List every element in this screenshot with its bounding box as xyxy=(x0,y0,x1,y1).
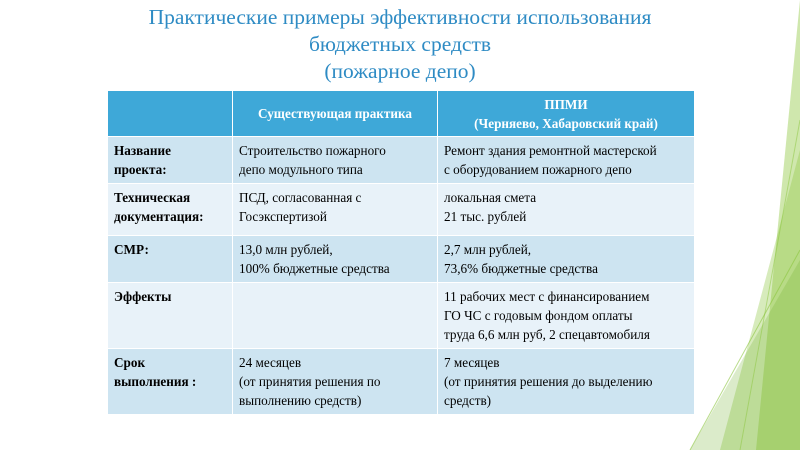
cell-text-line: Госэкспертизой xyxy=(239,209,327,224)
cell-text-line: средств) xyxy=(444,393,492,408)
ppmi-cell xyxy=(438,236,695,283)
current-practice-cell xyxy=(233,184,438,236)
table-row xyxy=(108,283,695,349)
row-label-cell xyxy=(108,236,233,283)
cell-text-line: выполнения : xyxy=(114,374,197,389)
cell-text-line: документация: xyxy=(114,209,204,224)
cell-text-line: 73,6% бюджетные средства xyxy=(444,261,598,276)
cell-text-line: 11 рабочих мест с финансированием xyxy=(444,289,650,304)
cell-text-line: с оборудованием пожарного депо xyxy=(444,162,632,177)
cell-text-line: ПСД, согласованная с xyxy=(239,190,362,205)
cell-text-line: 24 месяцев xyxy=(239,355,302,370)
cell-text-line: локальная смета xyxy=(444,190,537,205)
ppmi-cell xyxy=(438,137,695,184)
table-header-row xyxy=(108,91,695,137)
cell-text-line: Срок xyxy=(114,355,146,370)
cell-text-line: 100% бюджетные средства xyxy=(239,261,390,276)
cell-text-line: СМР: xyxy=(114,242,149,257)
cell-text-line: Название xyxy=(114,143,171,158)
title-line-3: (пожарное депо) xyxy=(324,59,476,83)
cell-text-line: Ремонт здания ремонтной мастерской xyxy=(444,143,657,158)
cell-text-line: проекта: xyxy=(114,162,167,177)
header-ppmi-title: ППМИ xyxy=(544,96,588,112)
header-empty-cell xyxy=(108,91,233,137)
ppmi-cell xyxy=(438,283,695,349)
title-line-1: Практические примеры эффективности использования xyxy=(148,5,652,29)
table-row xyxy=(108,236,695,283)
comparison-table xyxy=(107,90,695,415)
ppmi-cell xyxy=(438,184,695,236)
cell-text-line: выполнению средств) xyxy=(239,393,362,408)
cell-text-line: 13,0 млн рублей, xyxy=(239,242,333,257)
current-practice-cell xyxy=(233,236,438,283)
row-label-cell xyxy=(108,349,233,415)
table-body xyxy=(108,137,695,415)
cell-text-line: ГО ЧС с годовым фондом оплаты xyxy=(444,308,633,323)
cell-text-line: Техническая xyxy=(114,190,191,205)
cell-text-line: депо модульного типа xyxy=(239,162,363,177)
current-practice-cell xyxy=(233,349,438,415)
current-practice-cell xyxy=(233,137,438,184)
cell-text-line: (от принятия решения по xyxy=(239,374,381,389)
row-label-cell xyxy=(108,184,233,236)
table-row xyxy=(108,349,695,415)
title-line-2: бюджетных средств xyxy=(308,32,491,56)
header-ppmi xyxy=(438,91,695,137)
table-row xyxy=(108,184,695,236)
row-label-cell xyxy=(108,137,233,184)
cell-text-line: Эффекты xyxy=(114,289,172,304)
header-current-practice: Существующая практика xyxy=(233,91,438,137)
ppmi-cell xyxy=(438,349,695,415)
cell-text-line: 2,7 млн рублей, xyxy=(444,242,532,257)
cell-text-line: Строительство пожарного xyxy=(239,143,386,158)
page-title xyxy=(90,4,710,85)
cell-text-line: 7 месяцев xyxy=(444,355,500,370)
cell-text-line: (от принятия решения до выделению xyxy=(444,374,653,389)
cell-text-line: труда 6,6 млн руб, 2 спецавтомобиля xyxy=(444,327,650,342)
cell-text-line: 21 тыс. рублей xyxy=(444,209,527,224)
current-practice-cell xyxy=(233,283,438,349)
row-label-cell xyxy=(108,283,233,349)
header-ppmi-location: (Черняево, Хабаровский край) xyxy=(474,115,658,131)
table-row xyxy=(108,137,695,184)
